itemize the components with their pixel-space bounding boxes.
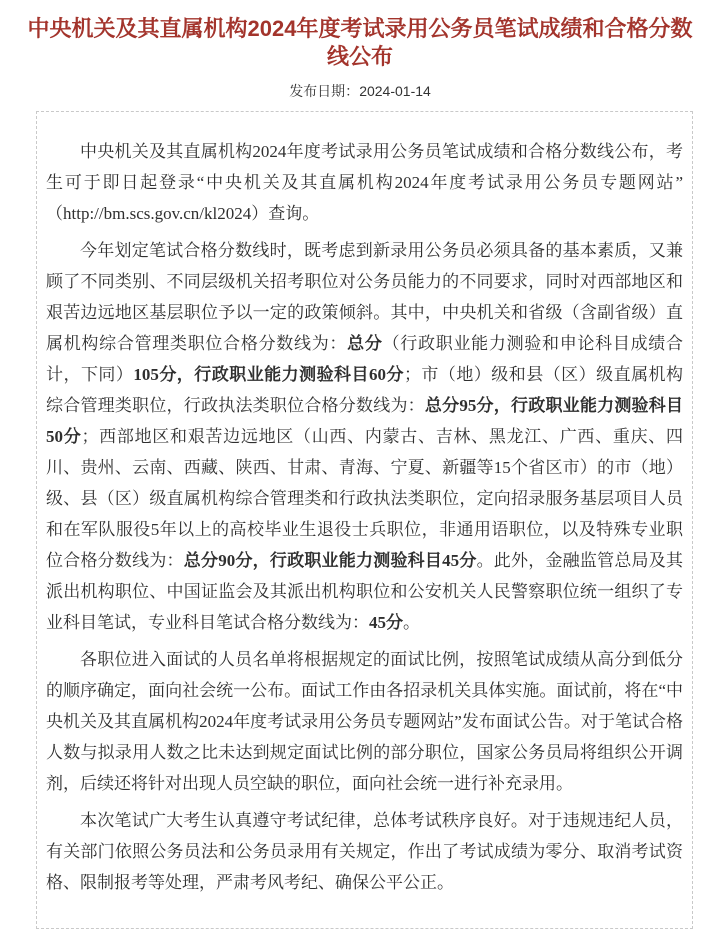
paragraph <box>46 136 683 229</box>
paragraph <box>46 644 683 799</box>
paragraph <box>46 805 683 898</box>
bold-text-run: 总分95分，行政职业能力测验科目50分 <box>46 396 684 446</box>
text-run: ；西部地区和艰苦边远地区（山西、内蒙古、吉林、黑龙江、广西、重庆、四川、贵州、云南、西藏、陕西、甘肃、青海、宁夏、新疆等15个省区市）的市（地）级、县（区）级直属机构综合管理类和行政执法类职位，定向招录服务基层项目人员和在军队服役5年以上的高校毕业生退役士兵职位，非通用语职位，以及特殊专业职位合格分数线为： <box>46 427 684 570</box>
page-title: 中央机关及其直属机构2024年度考试录用公务员笔试成绩和合格分数线公布 <box>27 16 693 69</box>
bold-text-run: 总分 <box>347 334 383 353</box>
content-box <box>36 111 693 929</box>
bold-text-run: 总分90分，行政职业能力测验科目45分 <box>183 551 477 570</box>
text-run: 中央机关及其直属机构2024年度考试录用公务员笔试成绩和合格分数线公布，考生可于即日起登录“中央机关及其直属机构2024年度考试录用公务员专题网站”（http://bm.scs.gov.cn/kl2024）查询。 <box>46 142 683 223</box>
bold-text-run: 105分，行政职业能力测验科目60分 <box>133 365 404 384</box>
publish-date <box>0 81 720 101</box>
bold-text-run: 45分 <box>369 613 403 632</box>
text-run: 本次笔试广大考生认真遵守考试纪律，总体考试秩序良好。对于违规违纪人员，有关部门依照公务员法和公务员录用有关规定，作出了考试成绩为零分、取消考试资格、限制报考等处理，严肃考风考纪、确保公平公正。 <box>46 811 683 892</box>
article-body <box>46 136 683 898</box>
text-run: ；市（地）级和县（区）级直属机构综合管理类职位，行政执法类职位合格分数线为： <box>46 365 684 415</box>
text-run: 各职位进入面试的人员名单将根据规定的面试比例，按照笔试成绩从高分到低分的顺序确定，面向社会统一公布。面试工作由各招录机关具体实施。面试前，将在“中央机关及其直属机构2024年度考试录用公务员专题网站”发布面试公告。对于笔试合格人数与拟录用人数之比未达到规定面试比例的部分职位，国家公务员局将组织公开调剂，后续还将针对出现人员空缺的职位，面向社会统一进行补充录用。 <box>46 650 683 793</box>
publish-date-value: 2024-01-14 <box>359 83 431 99</box>
paragraph <box>46 235 683 638</box>
page-header <box>0 0 720 101</box>
text-run: 今年划定笔试合格分数线时，既考虑到新录用公务员必须具备的基本素质，又兼顾了不同类别、不同层级机关招考职位对公务员能力的不同要求，同时对西部地区和艰苦边远地区基层职位予以一定的政策倾斜。其中，中央机关和省级（含副省级）直属机构综合管理类职位合格分数线为： <box>46 241 683 353</box>
publish-date-label: 发布日期： <box>289 83 360 99</box>
text-run: 。 <box>403 613 420 632</box>
text-run: 。此外，金融监管总局及其派出机构职位、中国证监会及其派出机构职位和公安机关人民警察职位统一组织了专业科目笔试，专业科目笔试合格分数线为： <box>46 551 684 632</box>
text-run: （行政职业能力测验和申论科目成绩合计，下同） <box>46 334 684 384</box>
